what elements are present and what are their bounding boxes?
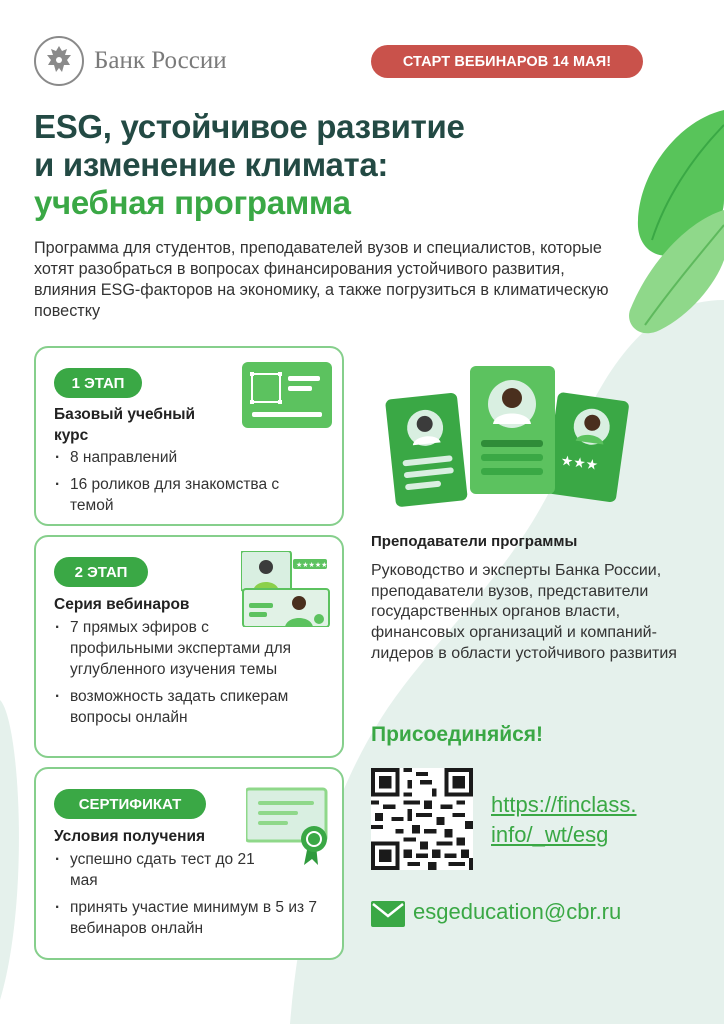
teachers-cards-icon [385, 366, 630, 516]
bank-name: Банк России [94, 47, 227, 74]
stage-1-list [54, 447, 324, 522]
mail-icon [371, 901, 405, 927]
stage-2-list [54, 617, 319, 734]
bank-logo [34, 36, 227, 86]
stage-1-heading: Базовый учебный курс [54, 406, 196, 444]
certificate-heading: Условия получения [54, 828, 206, 845]
program-link[interactable] [491, 790, 637, 850]
email-link[interactable]: esgeducation@cbr.ru [413, 899, 622, 924]
svg-text:★★★: ★★★ [559, 452, 600, 474]
join-label: Присоединяйся! [371, 723, 544, 746]
webinar-icon [241, 551, 333, 627]
list-item: · 16 роликов для знакомства с темой [54, 474, 300, 516]
bank-emblem-icon [34, 36, 84, 86]
program-link-line-2[interactable]: info/_wt/esg [491, 822, 609, 847]
stage-1-card [34, 346, 344, 526]
list-item: · принять участие минимум в 5 из 7 вебинаров онлайн [54, 897, 320, 939]
title-line-2: и изменение климата: [34, 146, 389, 183]
list-item: · 8 направлений [54, 447, 324, 468]
svg-text:★★★★★: ★★★★★ [296, 561, 328, 569]
page-title [34, 108, 465, 222]
certificate-icon [246, 783, 338, 867]
stage-1-badge: 1 ЭТАП [54, 368, 142, 398]
list-item: · успешно сдать тест до 21 мая [54, 849, 255, 891]
teachers-heading: Преподаватели программы [371, 533, 578, 550]
certificate-badge: СЕРТИФИКАТ [54, 789, 206, 819]
qr-code-icon[interactable] [371, 768, 473, 870]
intro-text: Программа для студентов, преподавателей вузов и специалистов, которые хотят разобраться в вопросах финансирования устойчивого развития, влияния ESG-факторов на экономику, а также погрузиться в климатическую повестку [34, 239, 609, 320]
stage-2-badge: 2 ЭТАП [54, 557, 148, 587]
start-badge: СТАРТ ВЕБИНАРОВ 14 МАЯ! [371, 45, 643, 78]
teachers-text: Руководство и эксперты Банка России, преподаватели вузов, представители государственных органов власти, финансовых организаций и компаний-лидеров в области устойчивого развития [371, 562, 677, 662]
stage-2-heading: Серия вебинаров [54, 596, 190, 613]
list-item: · 7 прямых эфиров с профильными экспертами для углубленного изучения темы [54, 617, 305, 680]
title-line-1: ESG, устойчивое развитие [34, 108, 465, 145]
stage-2-card [34, 535, 344, 758]
certificate-card [34, 767, 344, 960]
course-card-icon [242, 362, 332, 428]
title-line-3: учебная программа [34, 184, 351, 221]
list-item: · возможность задать спикерам вопросы онлайн [54, 686, 335, 728]
program-link-line-1[interactable]: https://finclass. [491, 792, 637, 817]
